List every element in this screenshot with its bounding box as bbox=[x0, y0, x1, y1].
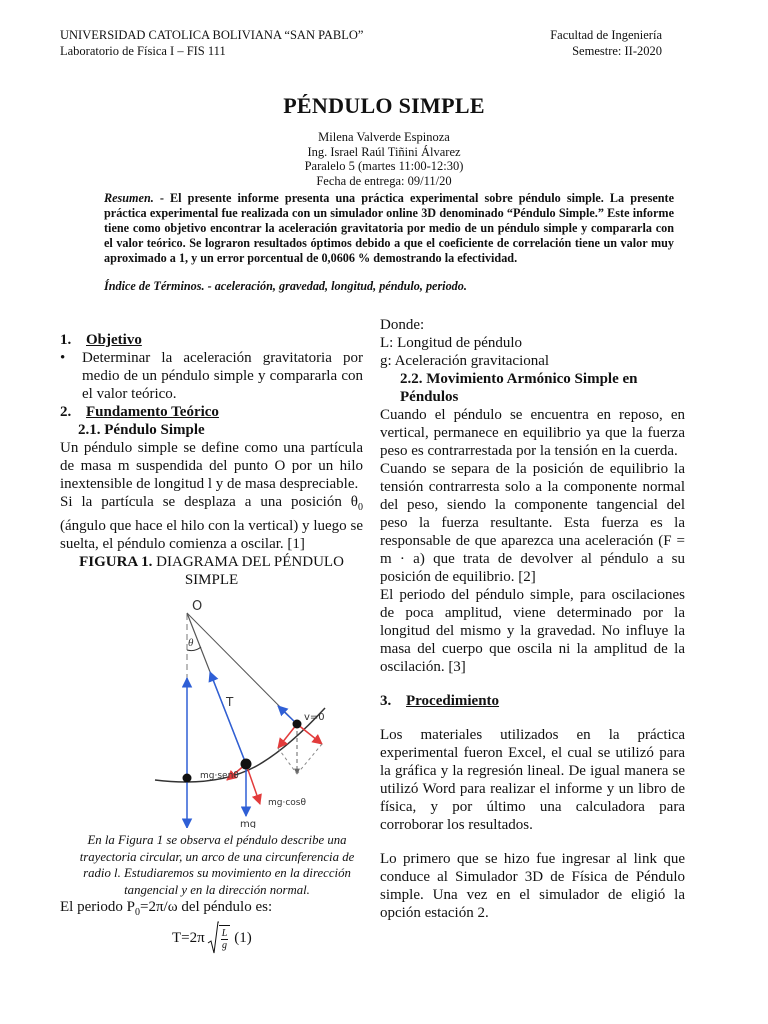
paragraph: Un péndulo simple se define como una partícula de masa m suspendida del punto O por un hilo inextensible de longitud l y de masa despreciable. bbox=[60, 440, 363, 492]
paralelo: Paralelo 5 (martes 11:00-12:30) bbox=[304, 159, 464, 173]
label-v0: v=0 bbox=[304, 712, 325, 723]
subscript: 0 bbox=[358, 502, 363, 513]
subscript: 0 bbox=[135, 907, 140, 918]
label-theta: θ bbox=[188, 637, 194, 649]
denominator: g bbox=[221, 940, 227, 951]
L-definition: L: Longitud de péndulo bbox=[380, 335, 523, 351]
normal-component-arrow-extreme bbox=[297, 724, 322, 744]
label-T: T bbox=[226, 695, 234, 709]
paragraph: Cuando se separa de la posición de equilibrio la tensión contrarresta solo a la componente normal del peso, siendo la componente tangencial del peso la fuerza resultante. Esta fuerza es la responsable de que aparezca una aceleración (F = m · a) que trata de devolver al péndulo a su posición de equilibrio. [2] bbox=[380, 461, 685, 585]
mass bbox=[241, 759, 252, 770]
text: El periodo P bbox=[60, 899, 135, 915]
label-mg: mg bbox=[240, 819, 257, 828]
paragraph: Lo primero que se hizo fue ingresar al link que conduce al Simulador 3D de Física de Péndulo simple. Una vez en el simulador de eligió la opción estación 2. bbox=[380, 851, 685, 921]
figure-title bbox=[60, 553, 363, 589]
author-block bbox=[0, 130, 768, 188]
equation-number: (1) bbox=[234, 929, 252, 946]
mass-bottom bbox=[183, 774, 192, 783]
bullet-icon: • bbox=[60, 350, 66, 366]
label-mgcos: mg·cosθ bbox=[268, 798, 306, 808]
arc-trajectory bbox=[155, 708, 325, 782]
student-name: Milena Valverde Espinoza bbox=[318, 130, 450, 144]
label-O: O bbox=[192, 599, 203, 614]
paragraph: Cuando el péndulo se encuentra en reposo, en vertical, permanece en equilibrio ya que la fuerza peso es contrarrestada por la tensión en la cuerda. bbox=[380, 407, 685, 459]
right-column bbox=[380, 316, 685, 922]
fraction bbox=[219, 925, 231, 951]
paragraph bbox=[60, 493, 363, 553]
text: (ángulo que hace el hilo con la vertical) y luego se suelta, el péndulo comienza a oscilar. [1] bbox=[60, 518, 363, 552]
text: =2π/ω del péndulo es: bbox=[140, 899, 273, 915]
header-right bbox=[550, 27, 662, 59]
section-title: Objetivo bbox=[86, 332, 142, 348]
section-3-heading bbox=[380, 692, 685, 710]
bullet-text: Determinar la aceleración gravitatoria por medio de un péndulo simple y compararla con el valor teórico. bbox=[82, 350, 363, 402]
paragraph: Los materiales utilizados en la práctica experimental fueron Excel, el cual se utilizó para la gráfica y la regresión lineal. De igual manera se utilizó Word para realizar el informe y un libro de física, y por último una calculadora para corroborar los resultados. bbox=[380, 727, 685, 833]
university-name: UNIVERSIDAD CATOLICA BOLIVIANA “SAN PABLO” bbox=[60, 28, 364, 42]
abstract-text: - El presente informe presenta una práctica experimental sobre péndulo simple. La presente práctica experimental fue realizada con un simulador online 3D denominado “Péndulo Simple.” Este informe tiene como objetivo encontrar la aceleración gravitatoria por medio de un péndulo simple y compararla con el valor teórico. Se lograron resultados óptimos debido a que el coeficiente de correlación tiene un valor muy aproximado a 1, y un error porcentual de 0,0606 % demostrando la efectividad. bbox=[104, 191, 674, 265]
delivery-date: Fecha de entrega: 09/11/20 bbox=[316, 173, 452, 188]
mass-extreme bbox=[293, 720, 302, 729]
section-number: 2. bbox=[60, 404, 72, 420]
lab-name: Laboratorio de Física I – FIS 111 bbox=[60, 44, 226, 58]
period-text bbox=[60, 898, 363, 922]
left-column bbox=[60, 331, 363, 589]
section-title: Procedimiento bbox=[406, 693, 500, 709]
subsection-2-1-heading: 2.1. Péndulo Simple bbox=[78, 422, 205, 438]
subsection-title-wrap bbox=[400, 370, 665, 406]
sqrt-sign bbox=[207, 921, 219, 955]
equation bbox=[172, 920, 252, 956]
figure-label: FIGURA 1. bbox=[79, 554, 153, 570]
professor-name: Ing. Israel Raúl Tiñini Álvarez bbox=[307, 144, 461, 159]
paper-title: PÉNDULO SIMPLE bbox=[283, 93, 485, 118]
section-number: 3. bbox=[380, 693, 392, 709]
sqrt bbox=[207, 921, 231, 955]
objective-bullet bbox=[60, 349, 363, 403]
faculty-name: Facultad de Ingeniería bbox=[550, 28, 662, 42]
normal-component-arrow bbox=[246, 764, 260, 804]
section-2-heading bbox=[60, 403, 363, 421]
abstract bbox=[104, 191, 674, 266]
pendulum-diagram bbox=[150, 598, 365, 828]
subsection-2-2-heading bbox=[380, 370, 685, 406]
semester: Semestre: II-2020 bbox=[572, 44, 662, 58]
numerator: L bbox=[221, 928, 228, 939]
guide-line bbox=[297, 744, 322, 774]
section-title: Fundamento Teórico bbox=[86, 404, 219, 420]
g-definition: g: Aceleración gravitacional bbox=[380, 353, 550, 369]
index-terms: Índice de Términos. - aceleración, gravedad, longitud, péndulo, periodo. bbox=[104, 279, 467, 293]
text: Si la partícula se desplaza a una posición θ bbox=[60, 494, 358, 510]
section-1-heading bbox=[60, 331, 363, 349]
guide-line bbox=[278, 748, 297, 774]
section-number: 1. bbox=[60, 332, 72, 348]
subsection-title: 2.2. Movimiento Armónico Simple en Péndulos bbox=[400, 371, 638, 405]
equation-lhs: T=2π bbox=[172, 929, 205, 946]
abstract-label: Resumen. bbox=[104, 191, 154, 205]
figure-title-text: DIAGRAMA DEL PÉNDULO SIMPLE bbox=[152, 554, 344, 588]
donde-label: Donde: bbox=[380, 317, 425, 333]
paragraph: El periodo del péndulo simple, para oscilaciones de poca amplitud, viene determinado por la longitud del mismo y la gravedad. No influye la masa del cuerpo que oscila ni la amplitud de la oscilación. [3] bbox=[380, 587, 685, 675]
figure-caption: En la Figura 1 se observa el péndulo describe una trayectoria circular, un arco de una circunferencia de radio l. Estudiaremos su movimiento en la dirección tangencial y en la dirección normal. bbox=[79, 833, 355, 897]
label-mgsen: mg·senθ bbox=[200, 771, 239, 781]
header-left bbox=[60, 27, 363, 59]
tension-arrow bbox=[210, 672, 246, 764]
